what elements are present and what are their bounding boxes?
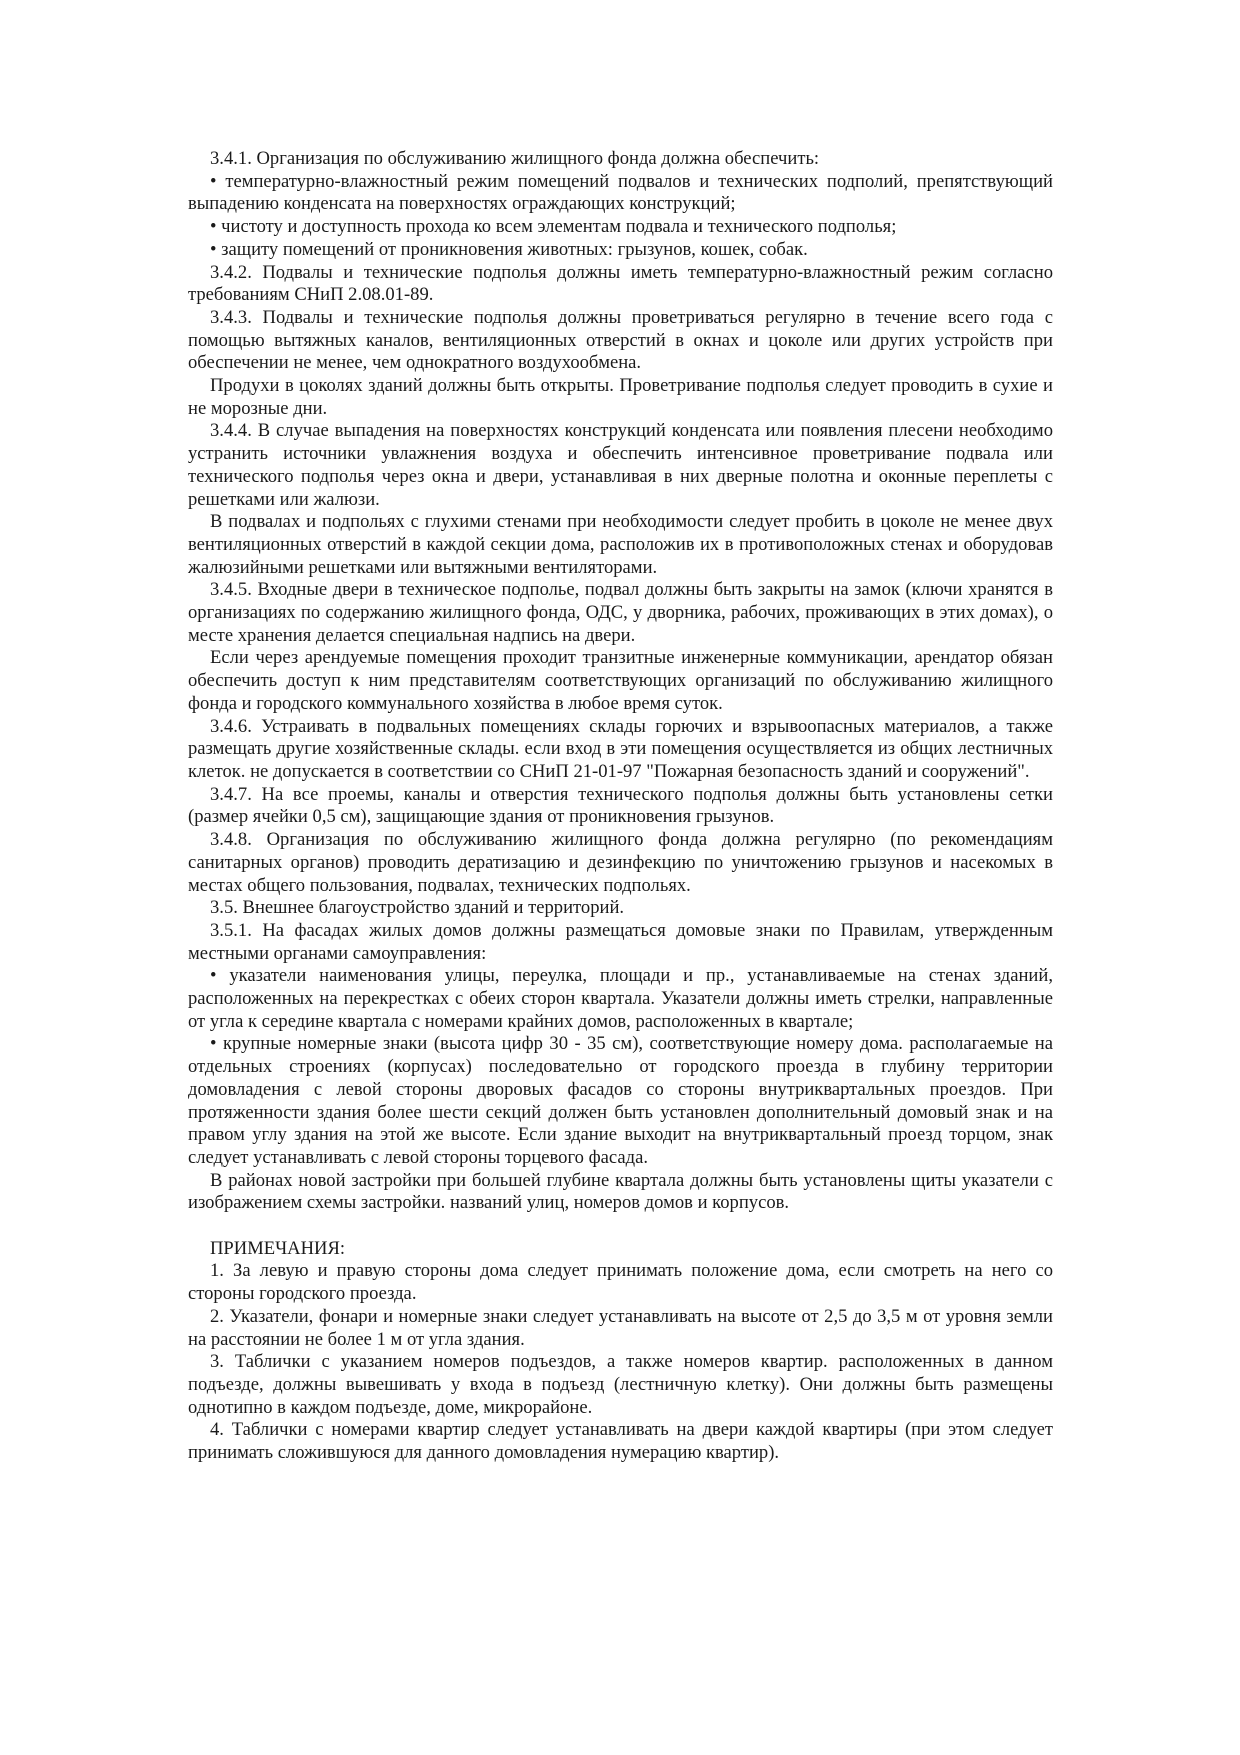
- note-2: 2. Указатели, фонари и номерные знаки следует устанавливать на высоте от 2,5 до 3,5 м от уровня земли на расстоянии не более 1 м от угла здания.: [188, 1305, 1053, 1350]
- bullet-house-numbers: • крупные номерные знаки (высота цифр 30 - 35 см), соответствующие номеру дома. располагаемые на отдельных строениях (корпусах) последовательно от городского проезда в глубину территории домовладения с левой стороны дворовых фасадов со стороны внутриквартальных проездов. При протяженности здания более шести секций должен быть установлен дополнительный домовый знак и на правом углу здания на этой же высоте. Если здание выходит на внутриквартальный проезд торцом, знак следует устанавливать с левой стороны торцевого фасада.: [188, 1033, 1053, 1168]
- paragraph-3-5-1: 3.5.1. На фасадах жилых домов должны размещаться домовые знаки по Правилам, утвержденным местными органами самоуправления:: [188, 919, 1053, 964]
- paragraph-3-5: 3.5. Внешнее благоустройство зданий и территорий.: [210, 897, 625, 919]
- paragraph-3-4-8: 3.4.8. Организация по обслуживанию жилищного фонда должна регулярно (по рекомендациям санитарных органов) проводить дератизацию и дезинфекцию по уничтожению грызунов и насекомых в местах общего пользования, подвалах, технических подпольях.: [188, 829, 1053, 896]
- bullet-street-signs: • указатели наименования улицы, переулка, площади и пр., устанавливаемые на стенах зданий, расположенных на перекрестках с обеих сторон квартала. Указатели должны иметь стрелки, направленные от угла к середине квартала с номерами крайних домов, расположенных в квартале;: [188, 965, 1053, 1032]
- note-1: 1. За левую и правую стороны дома следует принимать положение дома, если смотреть на него со стороны городского проезда.: [188, 1260, 1053, 1305]
- note-4: 4. Таблички с номерами квартир следует устанавливать на двери каждой квартиры (при этом следует принимать сложившуюся для данного домовладения нумерацию квартир).: [188, 1419, 1053, 1464]
- paragraph-tenant-access: Если через арендуемые помещения проходит транзитные инженерные коммуникации, арендатор обязан обеспечить доступ к ним представителям соответствующих организаций по обслуживанию жилищного фонда и городского коммунального хозяйства в любое время суток.: [188, 647, 1053, 714]
- document-page: [188, 148, 1053, 1465]
- paragraph-blind-walls: В подвалах и подпольях с глухими стенами при необходимости следует пробить в цоколе не менее двух вентиляционных отверстий в каждой секции дома, расположив их в противоположных стенах и оборудовав жалюзийными решетками или вытяжными вентиляторами.: [188, 511, 1053, 578]
- paragraph-3-4-6: 3.4.6. Устраивать в подвальных помещениях склады горючих и взрывоопасных материалов, а также размещать другие хозяйственные склады. если вход в эти помещения осуществляется из общих лестничных клеток. не допускается в соответствии со СНиП 21-01-97 "Пожарная безопасность зданий и сооружений".: [188, 715, 1053, 782]
- paragraph-new-development: В районах новой застройки при большей глубине квартала должны быть установлены щиты указатели с изображением схемы застройки. названий улиц, номеров домов и корпусов.: [188, 1169, 1053, 1214]
- bullet-animal-protection: • защиту помещений от проникновения животных: грызунов, кошек, собак.: [210, 238, 808, 260]
- note-3: 3. Таблички с указанием номеров подъездов, а также номеров квартир. расположенных в данном подъезде, должны вывешивать у входа в подъезд (лестничную клетку). Они должны быть размещены однотипно в каждом подъезде, доме, микрорайоне.: [188, 1351, 1053, 1418]
- paragraph-3-4-5: 3.4.5. Входные двери в техническое подполье, подвал должны быть закрыты на замок (ключи хранятся в организациях по содержанию жилищного фонда, ОДС, у дворника, рабочих, проживающих в этих домах), о месте хранения делается специальная надпись на двери.: [188, 579, 1053, 646]
- paragraph-3-4-2: 3.4.2. Подвалы и технические подполья должны иметь температурно-влажностный режим согласно требованиям СНиП 2.08.01-89.: [188, 261, 1053, 306]
- bullet-temperature-humidity: • температурно-влажностный режим помещений подвалов и технических подполий, препятствующий выпадению конденсата на поверхностях ограждающих конструкций;: [188, 170, 1053, 215]
- paragraph-3-4-4: 3.4.4. В случае выпадения на поверхностях конструкций конденсата или появления плесени необходимо устранить источники увлажнения воздуха и обеспечить интенсивное проветривание подвала или технического подполья через окна и двери, устанавливая в них дверные полотна и оконные переплеты с решетками или жалюзи.: [188, 420, 1053, 510]
- notes-heading: ПРИМЕЧАНИЯ:: [210, 1237, 346, 1259]
- paragraph-vents-open: Продухи в цоколях зданий должны быть открыты. Проветривание подполья следует проводить в сухие и не морозные дни.: [188, 375, 1053, 419]
- paragraph-3-4-3: 3.4.3. Подвалы и технические подполья должны проветриваться регулярно в течение всего года с помощью вытяжных каналов, вентиляционных отверстий в окнах и цоколе или других устройств при обеспечении не менее, чем однократного воздухообмена.: [188, 306, 1053, 374]
- bullet-cleanliness-access: • чистоту и доступность прохода ко всем элементам подвала и технического подполья;: [210, 216, 897, 238]
- paragraph-3-4-1: 3.4.1. Организация по обслуживанию жилищного фонда должна обеспечить:: [210, 148, 820, 169]
- paragraph-3-4-7: 3.4.7. На все проемы, каналы и отверстия технического подполья должны быть установлены сетки (размер ячейки 0,5 см), защищающие здания от проникновения грызунов.: [188, 783, 1053, 828]
